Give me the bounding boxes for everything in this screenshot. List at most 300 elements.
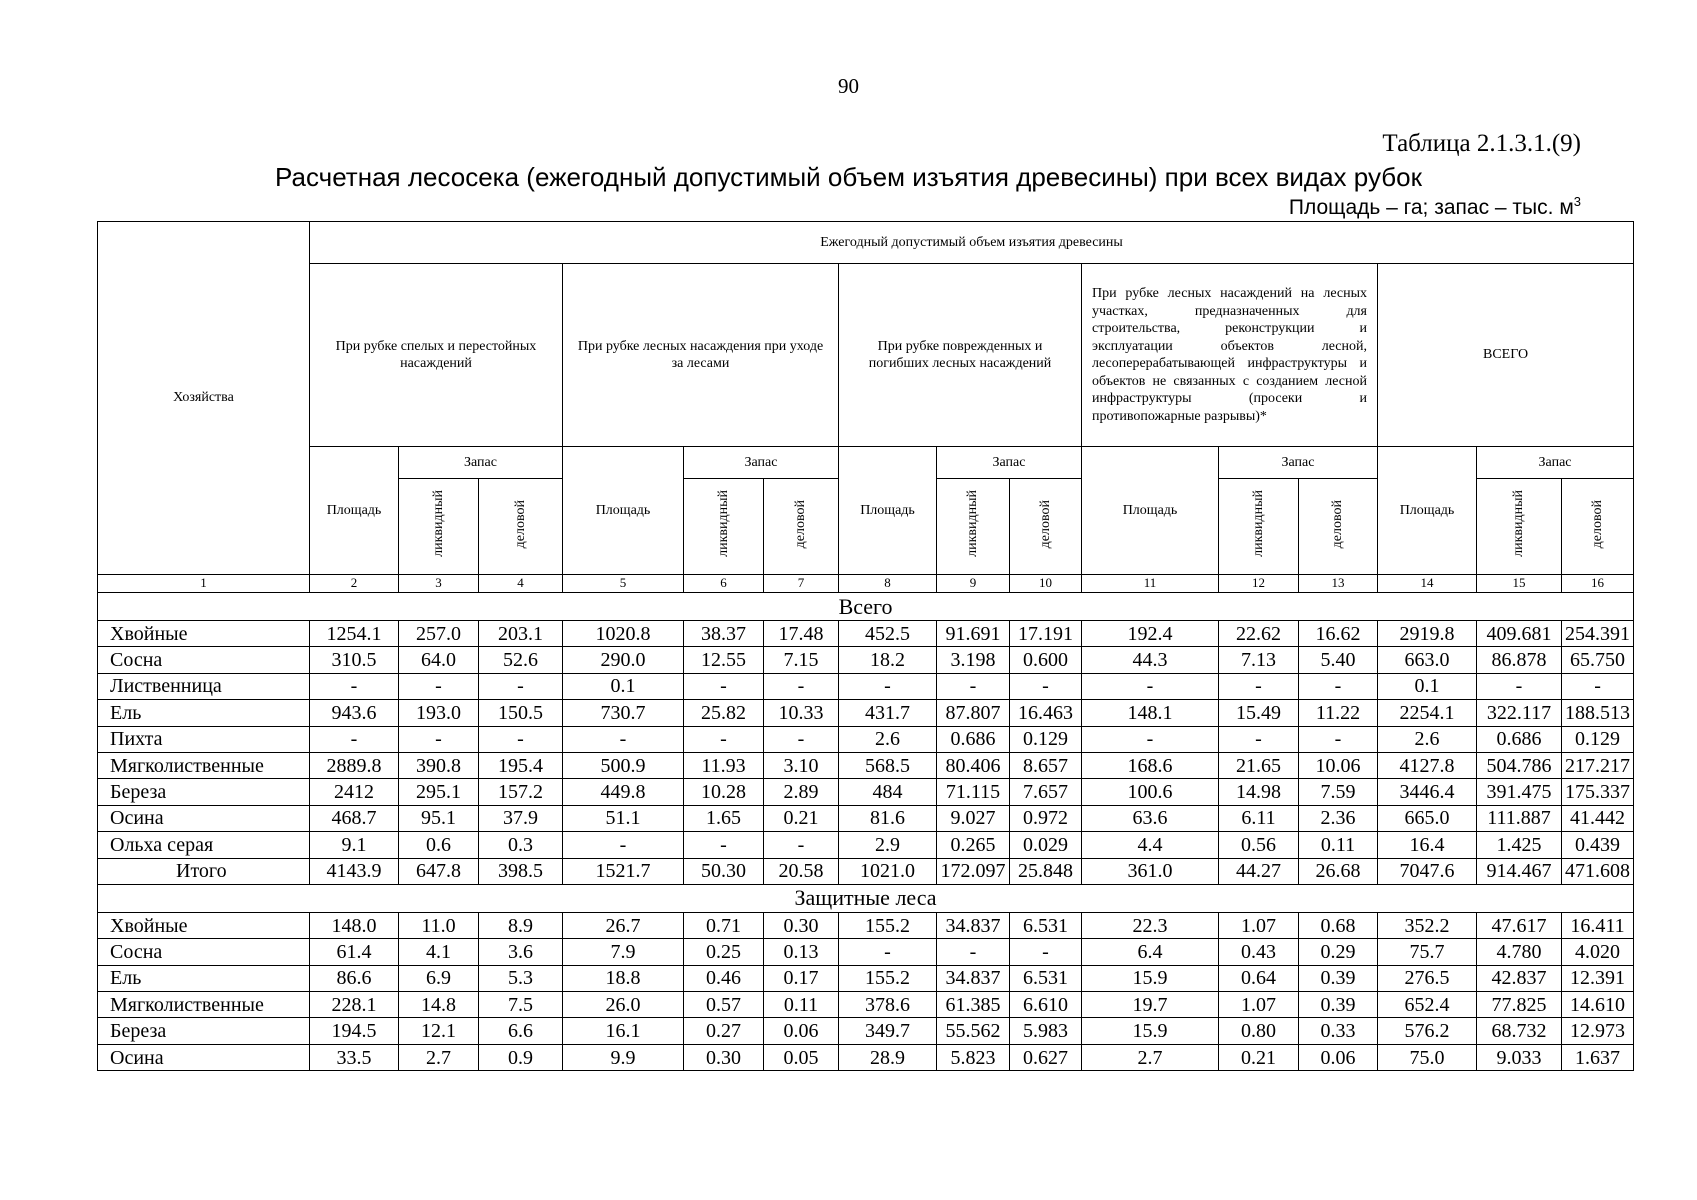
table-row <box>98 779 1634 805</box>
table-row <box>98 647 1634 673</box>
column-number: 13 <box>1299 575 1378 593</box>
cell-value: 2.9 <box>839 832 937 858</box>
cell-value: 16.463 <box>1010 700 1082 726</box>
cell-value: 7.5 <box>479 992 563 1018</box>
cell-value: 0.11 <box>1299 832 1378 858</box>
cell-value: 4.1 <box>399 939 479 965</box>
row-name: Осина <box>98 805 310 831</box>
cell-value: 0.686 <box>1477 726 1562 752</box>
cell-value: 0.17 <box>764 965 839 991</box>
cell-value: 52.6 <box>479 647 563 673</box>
header-stock: Запас <box>937 447 1082 479</box>
row-name: Сосна <box>98 647 310 673</box>
header-area: Площадь <box>839 447 937 575</box>
cell-value: 409.681 <box>1477 621 1562 647</box>
cell-value: 157.2 <box>479 779 563 805</box>
cell-value: 14.8 <box>399 992 479 1018</box>
cell-value: 0.972 <box>1010 805 1082 831</box>
cell-value: 217.217 <box>1562 752 1634 778</box>
cell-value: 7.59 <box>1299 779 1378 805</box>
cell-value: 95.1 <box>399 805 479 831</box>
cell-value: 7047.6 <box>1378 858 1477 884</box>
row-name: Береза <box>98 779 310 805</box>
row-name: Мягколиственные <box>98 992 310 1018</box>
cell-value: - <box>1010 673 1082 699</box>
cell-value: 0.56 <box>1219 832 1299 858</box>
cell-value: - <box>1219 673 1299 699</box>
table-row <box>98 832 1634 858</box>
section-title: Защитные леса <box>98 884 1634 912</box>
cell-value: 16.1 <box>563 1018 684 1044</box>
cell-value: 14.98 <box>1219 779 1299 805</box>
header-liquid: ликвидный <box>965 490 981 558</box>
row-name: Ель <box>98 965 310 991</box>
column-number: 10 <box>1010 575 1082 593</box>
cell-value: - <box>684 832 764 858</box>
cell-value: 0.05 <box>764 1044 839 1070</box>
cell-value: 6.4 <box>1082 939 1219 965</box>
header-business-cell <box>764 479 839 575</box>
cell-value: - <box>1082 673 1219 699</box>
cell-value: 15.49 <box>1219 700 1299 726</box>
cell-value: 7.15 <box>764 647 839 673</box>
cell-value: 576.2 <box>1378 1018 1477 1044</box>
cell-value: 61.4 <box>310 939 399 965</box>
cell-value: - <box>684 726 764 752</box>
column-number: 3 <box>399 575 479 593</box>
cell-value: 2.7 <box>399 1044 479 1070</box>
cell-value: 28.9 <box>839 1044 937 1070</box>
cell-value: - <box>479 726 563 752</box>
cell-value: - <box>1010 939 1082 965</box>
cell-value: - <box>937 673 1010 699</box>
cell-value: 51.1 <box>563 805 684 831</box>
cell-value: 504.786 <box>1477 752 1562 778</box>
cell-value: 18.8 <box>563 965 684 991</box>
header-main: Ежегодный допустимый объем изъятия древесины <box>310 222 1634 264</box>
header-group-infrastructure: При рубке лесных насаждений на лесных участках, предназначенных для строительства, реконструкции и эксплуатации объектов лесной, лесоперерабатывающей инфраструктуры и объектов не связанных с созданием лесной инфраструктуры (просеки и противопожарные разрывы)* <box>1082 264 1378 447</box>
cell-value: 228.1 <box>310 992 399 1018</box>
cell-value: - <box>1082 726 1219 752</box>
table-number: Таблица 2.1.3.1.(9) <box>1382 130 1581 157</box>
header-group-damaged: При рубке поврежденных и погибших лесных насаждений <box>839 264 1082 447</box>
column-number: 9 <box>937 575 1010 593</box>
cell-value: 1.65 <box>684 805 764 831</box>
cell-value: - <box>839 939 937 965</box>
header-farms: Хозяйства <box>98 222 310 575</box>
header-liquid: ликвидный <box>1511 490 1527 558</box>
header-group-mature: При рубке спелых и перестойных насаждений <box>310 264 563 447</box>
cell-value: 55.562 <box>937 1018 1010 1044</box>
cell-value: 2.36 <box>1299 805 1378 831</box>
cell-value: 19.7 <box>1082 992 1219 1018</box>
column-number: 11 <box>1082 575 1219 593</box>
column-number-row <box>98 575 1634 593</box>
cell-value: 12.391 <box>1562 965 1634 991</box>
cell-value: 175.337 <box>1562 779 1634 805</box>
cell-value: 2.6 <box>839 726 937 752</box>
cell-value: 6.11 <box>1219 805 1299 831</box>
table-row <box>98 912 1634 938</box>
cell-value: 6.610 <box>1010 992 1082 1018</box>
forest-cut-table <box>97 221 1634 1071</box>
cell-value: 0.21 <box>1219 1044 1299 1070</box>
section-title: Всего <box>98 593 1634 621</box>
header-business: деловой <box>793 499 809 548</box>
cell-value: 568.5 <box>839 752 937 778</box>
column-number: 16 <box>1562 575 1634 593</box>
cell-value: 75.0 <box>1378 1044 1477 1070</box>
cell-value: 0.3 <box>479 832 563 858</box>
cell-value: 6.9 <box>399 965 479 991</box>
cell-value: 1.637 <box>1562 1044 1634 1070</box>
cell-value: 652.4 <box>1378 992 1477 1018</box>
cell-value: 1254.1 <box>310 621 399 647</box>
cell-value: 12.55 <box>684 647 764 673</box>
row-name: Итого <box>98 858 310 884</box>
cell-value: 42.837 <box>1477 965 1562 991</box>
cell-value: 15.9 <box>1082 965 1219 991</box>
column-number: 12 <box>1219 575 1299 593</box>
cell-value: 484 <box>839 779 937 805</box>
row-name: Хвойные <box>98 621 310 647</box>
cell-value: 349.7 <box>839 1018 937 1044</box>
cell-value: 6.531 <box>1010 965 1082 991</box>
cell-value: 12.973 <box>1562 1018 1634 1044</box>
column-number: 7 <box>764 575 839 593</box>
cell-value: 0.06 <box>764 1018 839 1044</box>
cell-value: - <box>479 673 563 699</box>
cell-value: 0.68 <box>1299 912 1378 938</box>
cell-value: - <box>1562 673 1634 699</box>
header-business: деловой <box>1037 499 1053 548</box>
cell-value: 0.30 <box>764 912 839 938</box>
cell-value: 0.46 <box>684 965 764 991</box>
header-area: Площадь <box>563 447 684 575</box>
table-row <box>98 700 1634 726</box>
units-superscript: 3 <box>1573 194 1581 209</box>
cell-value: 2919.8 <box>1378 621 1477 647</box>
cell-value: 100.6 <box>1082 779 1219 805</box>
cell-value: 7.657 <box>1010 779 1082 805</box>
cell-value: 0.64 <box>1219 965 1299 991</box>
header-liquid-cell <box>1477 479 1562 575</box>
cell-value: 452.5 <box>839 621 937 647</box>
cell-value: 254.391 <box>1562 621 1634 647</box>
cell-value: - <box>764 726 839 752</box>
header-business-cell <box>1010 479 1082 575</box>
cell-value: 38.37 <box>684 621 764 647</box>
row-name: Лиственница <box>98 673 310 699</box>
cell-value: 9.027 <box>937 805 1010 831</box>
column-number: 5 <box>563 575 684 593</box>
cell-value: 44.3 <box>1082 647 1219 673</box>
cell-value: 0.600 <box>1010 647 1082 673</box>
cell-value: 0.27 <box>684 1018 764 1044</box>
cell-value: 86.878 <box>1477 647 1562 673</box>
cell-value: 5.3 <box>479 965 563 991</box>
cell-value: 468.7 <box>310 805 399 831</box>
row-name: Ель <box>98 700 310 726</box>
cell-value: 4.780 <box>1477 939 1562 965</box>
table-row <box>98 1044 1634 1070</box>
cell-value: 3.6 <box>479 939 563 965</box>
column-number: 1 <box>98 575 310 593</box>
cell-value: 47.617 <box>1477 912 1562 938</box>
cell-value: 86.6 <box>310 965 399 991</box>
cell-value: 663.0 <box>1378 647 1477 673</box>
column-number: 6 <box>684 575 764 593</box>
header-group-total: ВСЕГО <box>1378 264 1634 447</box>
cell-value: 0.39 <box>1299 965 1378 991</box>
header-liquid-cell <box>937 479 1010 575</box>
cell-value: 665.0 <box>1378 805 1477 831</box>
header-business-cell <box>1299 479 1378 575</box>
cell-value: 15.9 <box>1082 1018 1219 1044</box>
cell-value: 431.7 <box>839 700 937 726</box>
cell-value: 5.823 <box>937 1044 1010 1070</box>
table-title: Расчетная лесосека (ежегодный допустимый объем изъятия древесины) при всех видах рубок <box>275 162 1422 192</box>
table-row <box>98 621 1634 647</box>
cell-value: 148.1 <box>1082 700 1219 726</box>
cell-value: 61.385 <box>937 992 1010 1018</box>
header-liquid-cell <box>399 479 479 575</box>
cell-value: - <box>1477 673 1562 699</box>
cell-value: 7.13 <box>1219 647 1299 673</box>
cell-value: 471.608 <box>1562 858 1634 884</box>
cell-value: 8.9 <box>479 912 563 938</box>
cell-value: 194.5 <box>310 1018 399 1044</box>
table-row <box>98 992 1634 1018</box>
row-name: Осина <box>98 1044 310 1070</box>
cell-value: 0.80 <box>1219 1018 1299 1044</box>
cell-value: 0.06 <box>1299 1044 1378 1070</box>
cell-value: 16.4 <box>1378 832 1477 858</box>
table-row <box>98 805 1634 831</box>
cell-value: 9.9 <box>563 1044 684 1070</box>
cell-value: 26.68 <box>1299 858 1378 884</box>
cell-value: 10.28 <box>684 779 764 805</box>
cell-value: 310.5 <box>310 647 399 673</box>
table-row <box>98 1018 1634 1044</box>
cell-value: 2412 <box>310 779 399 805</box>
header-stock: Запас <box>399 447 563 479</box>
cell-value: 1.07 <box>1219 992 1299 1018</box>
table-row <box>98 939 1634 965</box>
cell-value: - <box>1219 726 1299 752</box>
cell-value: 26.0 <box>563 992 684 1018</box>
cell-value: 148.0 <box>310 912 399 938</box>
cell-value: 352.2 <box>1378 912 1477 938</box>
cell-value: 0.9 <box>479 1044 563 1070</box>
column-number: 8 <box>839 575 937 593</box>
table-row <box>98 965 1634 991</box>
cell-value: 0.6 <box>399 832 479 858</box>
cell-value: 75.7 <box>1378 939 1477 965</box>
cell-value: 0.129 <box>1562 726 1634 752</box>
row-name: Мягколиственные <box>98 752 310 778</box>
cell-value: 81.6 <box>839 805 937 831</box>
cell-value: 2.89 <box>764 779 839 805</box>
cell-value: 0.029 <box>1010 832 1082 858</box>
cell-value: 0.13 <box>764 939 839 965</box>
cell-value: 21.65 <box>1219 752 1299 778</box>
cell-value: 9.1 <box>310 832 399 858</box>
cell-value: 730.7 <box>563 700 684 726</box>
cell-value: - <box>310 673 399 699</box>
total-row <box>98 858 1634 884</box>
cell-value: 0.686 <box>937 726 1010 752</box>
cell-value: 0.265 <box>937 832 1010 858</box>
cell-value: 16.411 <box>1562 912 1634 938</box>
cell-value: 3446.4 <box>1378 779 1477 805</box>
cell-value: 2.6 <box>1378 726 1477 752</box>
cell-value: 77.825 <box>1477 992 1562 1018</box>
cell-value: 6.531 <box>1010 912 1082 938</box>
cell-value: 20.58 <box>764 858 839 884</box>
cell-value: 1021.0 <box>839 858 937 884</box>
header-liquid-cell <box>684 479 764 575</box>
cell-value: 17.48 <box>764 621 839 647</box>
cell-value: 11.93 <box>684 752 764 778</box>
cell-value: 25.848 <box>1010 858 1082 884</box>
cell-value: 50.30 <box>684 858 764 884</box>
cell-value: 1020.8 <box>563 621 684 647</box>
cell-value: 0.25 <box>684 939 764 965</box>
cell-value: 1521.7 <box>563 858 684 884</box>
cell-value: 2.7 <box>1082 1044 1219 1070</box>
cell-value: - <box>1299 726 1378 752</box>
cell-value: 87.807 <box>937 700 1010 726</box>
cell-value: 378.6 <box>839 992 937 1018</box>
cell-value: - <box>937 939 1010 965</box>
cell-value: 192.4 <box>1082 621 1219 647</box>
cell-value: 0.1 <box>1378 673 1477 699</box>
cell-value: 0.29 <box>1299 939 1378 965</box>
cell-value: 276.5 <box>1378 965 1477 991</box>
row-name: Хвойные <box>98 912 310 938</box>
cell-value: 914.467 <box>1477 858 1562 884</box>
cell-value: 44.27 <box>1219 858 1299 884</box>
cell-value: 1.425 <box>1477 832 1562 858</box>
cell-value: 5.983 <box>1010 1018 1082 1044</box>
cell-value: 26.7 <box>563 912 684 938</box>
cell-value: 943.6 <box>310 700 399 726</box>
cell-value: 111.887 <box>1477 805 1562 831</box>
cell-value: 322.117 <box>1477 700 1562 726</box>
cell-value: 647.8 <box>399 858 479 884</box>
header-liquid: ликвидный <box>1250 490 1266 558</box>
cell-value: 172.097 <box>937 858 1010 884</box>
cell-value: 0.43 <box>1219 939 1299 965</box>
cell-value: 0.1 <box>563 673 684 699</box>
header-area: Площадь <box>1378 447 1477 575</box>
header-liquid: ликвидный <box>430 490 446 558</box>
row-name: Пихта <box>98 726 310 752</box>
table-body <box>98 593 1634 1071</box>
cell-value: 195.4 <box>479 752 563 778</box>
cell-value: 4143.9 <box>310 858 399 884</box>
row-name: Сосна <box>98 939 310 965</box>
cell-value: 18.2 <box>839 647 937 673</box>
column-number: 2 <box>310 575 399 593</box>
cell-value: 22.62 <box>1219 621 1299 647</box>
cell-value: 257.0 <box>399 621 479 647</box>
cell-value: 0.39 <box>1299 992 1378 1018</box>
cell-value: 4.020 <box>1562 939 1634 965</box>
header-stock: Запас <box>1477 447 1634 479</box>
cell-value: 449.8 <box>563 779 684 805</box>
header-business-cell <box>479 479 563 575</box>
cell-value: 168.6 <box>1082 752 1219 778</box>
section-header-row <box>98 593 1634 621</box>
section-header-row <box>98 884 1634 912</box>
cell-value: - <box>764 673 839 699</box>
cell-value: 65.750 <box>1562 647 1634 673</box>
cell-value: 33.5 <box>310 1044 399 1070</box>
cell-value: 3.10 <box>764 752 839 778</box>
cell-value: 361.0 <box>1082 858 1219 884</box>
cell-value: - <box>399 673 479 699</box>
cell-value: 64.0 <box>399 647 479 673</box>
column-number: 14 <box>1378 575 1477 593</box>
cell-value: 14.610 <box>1562 992 1634 1018</box>
column-number: 15 <box>1477 575 1562 593</box>
cell-value: - <box>839 673 937 699</box>
cell-value: 37.9 <box>479 805 563 831</box>
cell-value: 11.22 <box>1299 700 1378 726</box>
cell-value: 0.71 <box>684 912 764 938</box>
cell-value: 16.62 <box>1299 621 1378 647</box>
cell-value: 390.8 <box>399 752 479 778</box>
units-text: Площадь – га; запас – тыс. м <box>1288 196 1574 219</box>
cell-value: 0.439 <box>1562 832 1634 858</box>
cell-value: - <box>764 832 839 858</box>
cell-value: 71.115 <box>937 779 1010 805</box>
cell-value: 3.198 <box>937 647 1010 673</box>
cell-value: 12.1 <box>399 1018 479 1044</box>
cell-value: - <box>310 726 399 752</box>
table-row <box>98 752 1634 778</box>
cell-value: 10.06 <box>1299 752 1378 778</box>
cell-value: 63.6 <box>1082 805 1219 831</box>
cell-value: 17.191 <box>1010 621 1082 647</box>
cell-value: 34.837 <box>937 965 1010 991</box>
cell-value: 0.11 <box>764 992 839 1018</box>
cell-value: 41.442 <box>1562 805 1634 831</box>
cell-value: 391.475 <box>1477 779 1562 805</box>
header-business: деловой <box>512 499 528 548</box>
table-row <box>98 726 1634 752</box>
cell-value: 91.691 <box>937 621 1010 647</box>
row-name: Береза <box>98 1018 310 1044</box>
cell-value: - <box>563 832 684 858</box>
cell-value: 155.2 <box>839 965 937 991</box>
cell-value: 398.5 <box>479 858 563 884</box>
header-area: Площадь <box>310 447 399 575</box>
cell-value: 500.9 <box>563 752 684 778</box>
cell-value: 7.9 <box>563 939 684 965</box>
header-stock: Запас <box>1219 447 1378 479</box>
cell-value: 22.3 <box>1082 912 1219 938</box>
cell-value: 150.5 <box>479 700 563 726</box>
cell-value: 155.2 <box>839 912 937 938</box>
header-stock: Запас <box>684 447 839 479</box>
cell-value: - <box>1299 673 1378 699</box>
cell-value: 80.406 <box>937 752 1010 778</box>
cell-value: 188.513 <box>1562 700 1634 726</box>
header-area: Площадь <box>1082 447 1219 575</box>
